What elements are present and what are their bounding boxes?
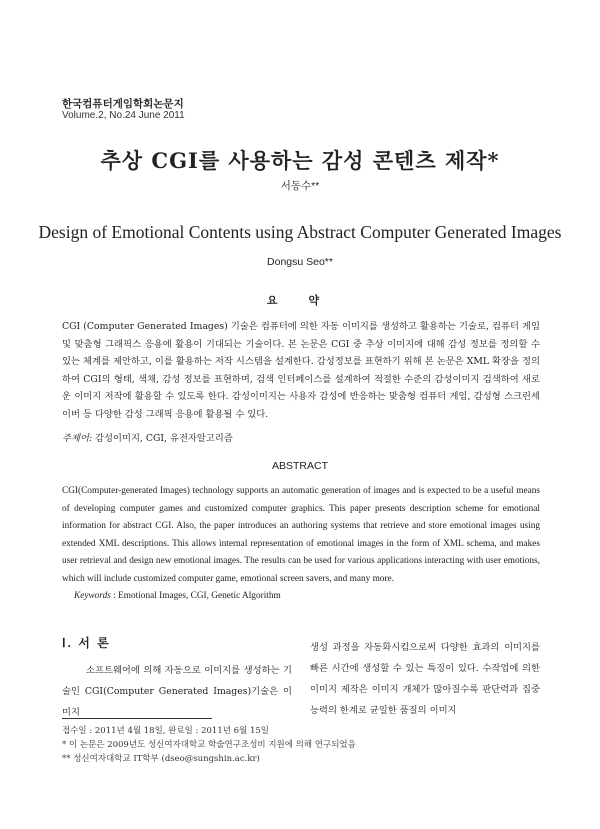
keywords-korean-text: 감성이미지, CGI, 유전자알고리즘 [92, 433, 233, 444]
abstract-korean: CGI (Computer Generated Images) 기술은 컴퓨터에 의한 자동 이미지를 생성하고 활용하는 기술로, 컴퓨터 게임 및 맞춤형 그래픽스 응용에 활용이 기대되는 기술이다. 본 논문은 CGI 중 추상 이미지에 대해 감성 정보를 정의할 수 있는 체계를 제안하고, 이를 활용하는 저작 시스템을 설계한다. 감성정보를 표현하기 위해 본 논문은 XML 확장을 정의하여 CGI의 형태, 색채, 감성 정보를 표현하며, 검색 인터페이스를 설계하여 적절한 수준의 감성이미지 검색하여 새로운 이미지 저작에 활용할 수 있도록 한다. 감성이미지는 사용자 감성에 반응하는 맞춤형 컴퓨터 게임, 감성형 스크린세이버 등 다양한 감성 그래픽 응용에 활용될 수 있다. [62, 321, 540, 420]
paper-title-english: Design of Emotional Contents using Abstract Computer Generated Images [38, 222, 562, 242]
footnote-affiliation: ** 성신여자대학교 IT학부 (dseo@sungshin.ac.kr) [62, 754, 260, 764]
keywords-korean [62, 430, 233, 444]
abstract-english: CGI(Computer-generated Images) technology supports an automatic generation of images and is expected to be a useful means of developing computer games and customized computer graphics. This paper presents description scheme for emotional information for abstract CGI. Also, the paper introduces an authoring systems that retrieve and store emotional images using extended XML descriptions. This allows internal representation of emotional images in the form of XML schema, and makes user retrieval and design new emotional images. The results can be used for various applications interacting with user emotions, which will include customized computer game, emotional screen savers, and many more. [62, 486, 540, 584]
footnote-funding: * 이 논문은 2009년도 성신여자대학교 학술연구조성비 지원에 의해 연구되었음 [62, 740, 356, 750]
keywords-english [74, 591, 281, 601]
footnote-received-date: 접수일 : 2011년 4월 18일, 완료일 : 2011년 6월 15일 [62, 726, 269, 736]
section-heading-introduction: Ⅰ. 서 론 [62, 636, 111, 650]
keywords-korean-label: 주제어: [62, 433, 93, 444]
abstract-korean-heading: 요 약 [266, 295, 334, 307]
journal-volume: Volume.2, No.24 June 2011 [62, 110, 185, 121]
author-korean: 서동수** [280, 180, 320, 192]
author-english: Dongsu Seo** [267, 256, 333, 268]
footnote-divider [62, 718, 212, 719]
keywords-english-label: Keywords [74, 591, 111, 601]
paper-title-korean: 추상 CGI를 사용하는 감성 콘텐츠 제작* [100, 148, 500, 173]
body-text-right-column: 생성 과정을 자동화시킴으로써 다양한 효과의 이미지를 빠른 시간에 생성할 수 있는 특징이 있다. 수작업에 의한 이미지 제작은 이미지 개체가 많아질수록 판단력과 집중능력의 한계로 균일한 품질의 이미지 [310, 642, 540, 716]
keywords-english-text: : Emotional Images, CGI, Genetic Algorithm [110, 591, 281, 601]
journal-name: 한국컴퓨터게임학회논문지 [62, 98, 184, 110]
body-text-left-column: 소프트웨어에 의해 자동으로 이미지를 생성하는 기술인 CGI(Computer Generated Images)기술은 이미지 [62, 665, 292, 718]
abstract-english-heading: ABSTRACT [271, 460, 328, 472]
